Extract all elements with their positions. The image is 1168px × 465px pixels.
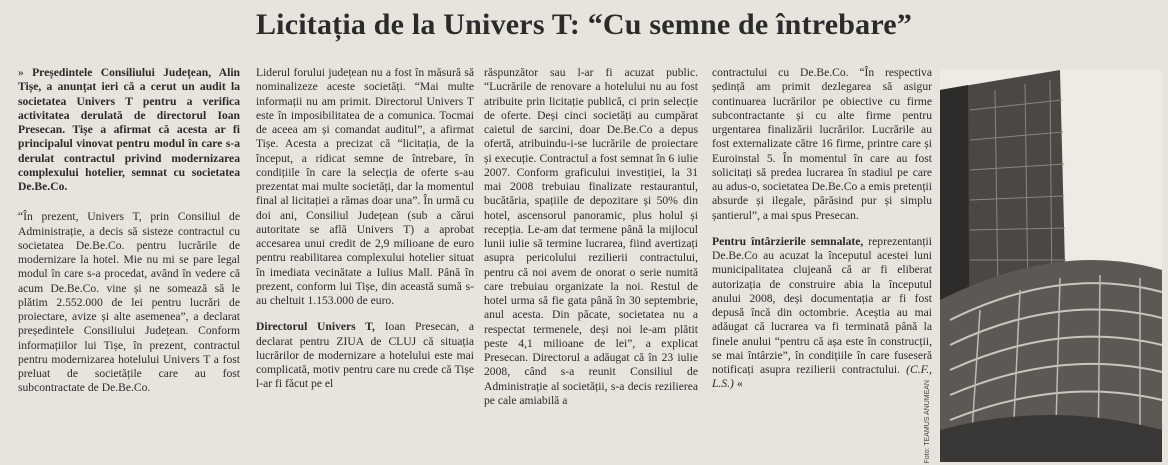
body-text: reprezentanții De.Be.Co au acuzat la începutul acestei luni municipalitatea clujeană că ar fi eliberat autorizația de construire abia la începutul anului 2008, deși documentația ar fi fost depusă încă din octombrie. Aceștia au mai adăugat că lucrarea va fi terminată până la finele anului “pentru că așa este în construcții, se mai întârzie”, în condițiile în care fuseseră notificați asupra rezilierii contractului. <box>712 234 932 376</box>
subhead-lead: Directorul Univers T, <box>256 320 375 334</box>
lead-text: Președintele Consiliului Județean, Alin Tișe, a anunțat ieri că a cerut un audit la societatea Univers T pentru a verifica activitatea derulată de directorul Ioan Presecan. Tișe a afirmat că acesta ar fi principalul vinovat pentru modul în care s-a derulat contractul privind modernizarea complexului hotelier, semnat cu societatea De.Be.Co. <box>18 66 241 193</box>
end-marker: « <box>736 377 743 391</box>
body-paragraph <box>256 320 474 391</box>
body-paragraph <box>712 235 932 392</box>
photo-credit: Foto: TEAMUS ANUMEAN <box>924 380 931 464</box>
column-3 <box>484 66 698 408</box>
lead-marker: » <box>18 66 24 79</box>
column-2 <box>256 66 474 392</box>
body-paragraph: “În prezent, Univers T, prin Consiliul de Administrație, a decis să sisteze contractul cu societatea De.Be.Co. pentru lucrările de modernizare la hotel. Mie nu mi se pare legal modul în care s-a procedat, având în vedere că acum De.Be.Co. vine și ne somează să le plătim 2.552.000 de lei pentru lucrări de proiectare, avize și alte asemenea”, a declarat președintele Consiliului Județean. Conform informațiilor lui Tișe, în prezent, contractul pentru modernizarea hotelului Univers T a fost preluat de societățile care au fost subcontractate de De.Be.Co. <box>18 210 240 395</box>
article-headline: Licitația de la Univers T: “Cu semne de întrebare” <box>255 8 913 41</box>
body-paragraph: Liderul forului județean nu a fost în măsură să nominalizeze aceste societăți. “Mai multe informații nu am primit. Directorul Univers T este în imposibilitatea de a comunica. Tocmai de aceea am și comandat auditul”, a afirmat Tișe. Acesta a precizat că “licitația, de la început, a ridicat semne de întrebare, în condițiile în care la selecția de oferte s-au prezentat mai multe societăți, dar la momentul final al licitației a rămas doar una”. În urmă cu doi ani, Consiliul Județean (sub a cărui autoritate se află Univers T) a aprobat accesarea unui credit de 2,9 milioane de euro pentru reabilitarea complexului hotelier situat în imediata vecinătate a Iulius Mall. Până în prezent, conform lui Tișe, din această sumă s-au cheltuit 1.153.000 de euro. <box>256 66 474 307</box>
building-illustration <box>940 70 1162 462</box>
body-text: Ioan Presecan, a declarat pentru ZIUA de CLUJ că situația lucrărilor de modernizare a hotelului este mai complicată, motiv pentru care nu crede că Tișe l-ar fi făcut pe el <box>256 320 475 391</box>
column-1 <box>18 66 240 396</box>
body-paragraph: răspunzător sau l-ar fi acuzat public. “Lucrările de renovare a hotelului nu au fost atribuite prin licitație publică, ci prin selecție de oferte. Deși cinci societăți au cumpărat caietul de sarcini, doar De.Be.Co a depus ofertă, atribuindu-i-se lucrările de proiectare și execuție. Contractul a fost semnat în 6 iulie 2007. Conform graficului investiției, la 31 mai 2008 trebuiau finalizate restaurantul, bucătăria, spațiile de depozitare și 50% din hotel, ascensorul panoramic, plus holul și recepția. Le-am dat termene până la mijlocul lunii iulie să termine lucrarea, fiind avertizați asupra pericolului rezilierii contractului, pentru că noi avem de onorat o serie numită care trebuiau organizate la noi. Restul de hotel urma să fie gata până în 30 septembrie, anul acesta. Din păcate, societatea nu a respectat termenele, deși noi le-am plătit peste 4,1 milioane de lei”, a explicat Presecan. Directorul a adăugat că în 23 iulie 2008, când s-a reunit Consiliul de Administrație al societății, s-a decis rezilierea pe cale amiabilă a <box>484 66 698 407</box>
body-paragraph: contractului cu De.Be.Co. “În respectiva ședință am primit dezlegarea să asigur continuarea lucrărilor pe obiective cu firme subcontractante și cu alte firme pentru urgentarea finalizării lucrărilor. Lucrările au fost externalizate către 16 firme, printre care și Euroinstal 5. În momentul în care au fost solicitați să predea lucrarea în stadiul pe care au adus-o, societatea De.Be.Co a emis pretenții absurde și ilegale, părăsind pur și simplu șantierul”, a mai spus Presecan. <box>712 66 932 222</box>
subhead-lead: Pentru întârzierile semnalate, <box>712 234 864 248</box>
column-4 <box>712 66 932 392</box>
author-signature: (C.F., L.S.) <box>712 363 932 391</box>
lead-paragraph <box>18 66 240 194</box>
hotel-photo <box>940 70 1162 462</box>
